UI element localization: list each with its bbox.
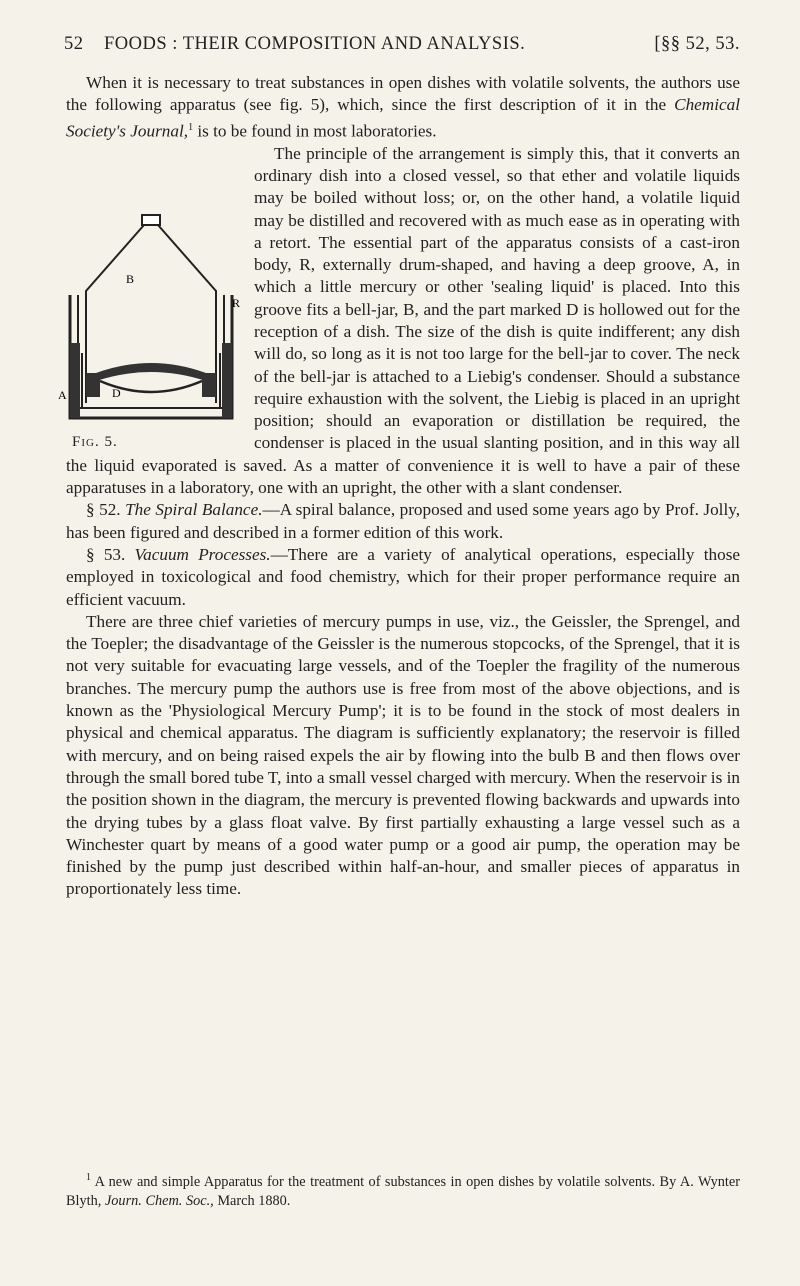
label-r: R (232, 295, 241, 310)
paragraph-intro: When it is necessary to treat substances in open dishes with volatile solvents, the authors use the following apparatus (see fig. 5), which, since the first description of it in the Chemical Society's Journal,$^1$ is to be found in most laboratories. (66, 73, 740, 141)
label-b: B (126, 271, 135, 286)
paragraph-principle: The principle of the arrangement is simply this, that it converts an ordinary dish into a closed vessel, so that ether and volatile liquids may be boiled without loss; or, on the other hand, a volatile liquid may be distilled and recovered with as much ease as in operating with a retort. The essential part of the apparatus consists of a cast-iron body, R, externally drum-shaped, and having a deep groove, A, in which a little mercury or other 'sealing liquid' is placed. Into this groove fits a bell-jar, B, and the part marked D is hollowed out for the reception of a dish. The size of the dish is quite indifferent; any dish will do, so long as it is not too large for the bell-jar to cover. The neck of the bell-jar is attached to a Liebig's condenser. Should a substance require exhaustion with the solvent, the Liebig is placed in an upright position; should an evaporation or distillation be required, the condenser is placed in the usual slanting position, and in this way all the liquid evaporated is saved. As a matter of convenience it is well to have a pair of these apparatuses in a laboratory, one with an upright, the other with a slant condenser. (66, 143, 740, 498)
figure-apparatus (56, 203, 246, 450)
paragraph-mercury-pumps: There are three chief varieties of mercury pumps in use, viz., the Geissler, the Sprengel, and the Toepler; the disadvantage of the Geissler is the numerous stopcocks, of the Sprengel, that it is not very suitable for evacuating large vessels, and of the Toepler the fragility of the numerous branches. The mercury pump the authors use is free from most of the above objections, and is known as the 'Physiological Mercury Pump'; it is to be found in the stock of most dealers in physical and chemical apparatus. The diagram is sufficiently explanatory; the reservoir is filled with mercury, and on being raised expels the air by flowing into the bulb B and then flows over through the small bored tube T, into a small vessel charged with mercury. When the reservoir is in the position shown in the diagram, the mercury is prevented flowing backwards and upwards into the drying tubes by a glass float valve. By first partially exhausting a large vessel such as a Winchester quart by means of a good water pump or a good air pump, the operation may be finished by the pump just described within half-an-hour, and smaller pieces of apparatus in proportionately less time. (66, 611, 740, 899)
section-52-title: The Spiral Balance. (125, 500, 263, 520)
footnote-journal: Journ. Chem. Soc., (104, 1192, 214, 1209)
mercury-shade (96, 363, 206, 381)
section-range: [§§ 52, 53. (654, 34, 740, 54)
label-d: D (112, 385, 121, 400)
left-wall-shade (70, 343, 80, 418)
running-header (64, 34, 740, 60)
footnote-number: 1 (86, 1172, 91, 1183)
section-53-title: Vacuum Processes. (134, 544, 271, 564)
page-number: 52 (64, 34, 84, 54)
bell-jar-neck (142, 215, 160, 225)
section-52: § 52. The Spiral Balance.—A spiral balance, proposed and used some years ago by Prof. Jolly, has been figured and described in a former edition of this work. (66, 500, 740, 542)
section-53: § 53. Vacuum Processes.—There are a variety of analytical operations, especially those employed in toxicological and food chemistry, which for their proper performance require an efficient vacuum. (66, 544, 741, 609)
body-text (58, 72, 741, 901)
journal-title: Chemical Society's Journal, (66, 95, 740, 141)
right-wall-shade (222, 343, 232, 418)
label-a: A (58, 387, 67, 402)
running-title: FOODS : THEIR COMPOSITION AND ANALYSIS. (104, 34, 526, 54)
figure-caption: Fig. 5. (72, 433, 118, 450)
cast-iron-body (70, 295, 232, 418)
footnote: $^1$ A new and simple Apparatus for the treatment of substances in open dishes by volatile solvents. By A. Wynter Blyth, Journ. Chem. Soc., March 1880. (66, 1172, 740, 1209)
footnote-ref: 1 (188, 121, 194, 133)
apparatus-drawing (56, 203, 246, 435)
